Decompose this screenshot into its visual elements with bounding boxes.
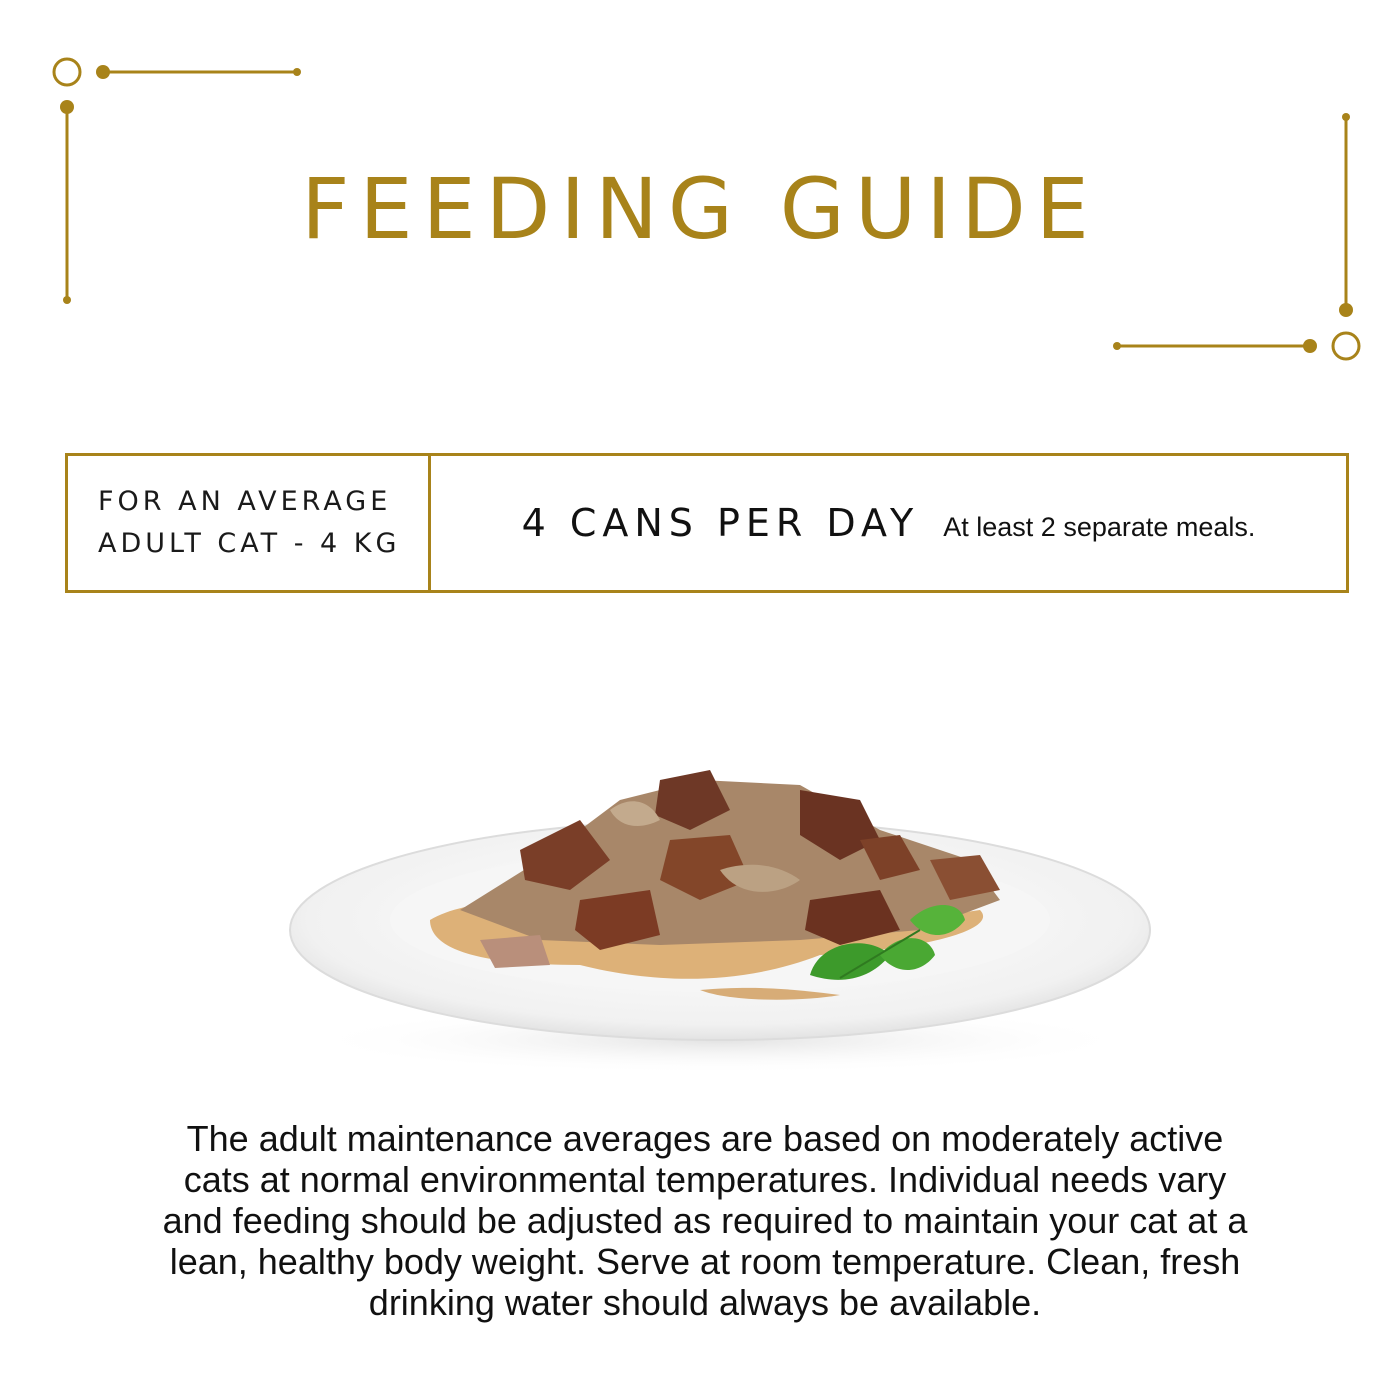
meals-note: At least 2 separate meals. — [943, 511, 1256, 542]
page-title: FEEDING GUIDE — [301, 160, 1099, 258]
feeding-description: The adult maintenance averages are based on moderately active cats at normal environmental temperatures. Individual needs vary and feeding should be adjusted as required to maintain your cat at a lean, healthy body weight. Serve at room temperature. Clean, fresh drinking water should always be available. — [162, 1118, 1248, 1323]
cat-weight-line-2: ADULT CAT - 4 KG — [98, 528, 401, 559]
feeding-guide-box — [65, 453, 1349, 593]
ornament-ring-top-left — [54, 59, 80, 85]
ornament-ring-bottom-right — [1333, 333, 1359, 359]
cat-weight-cell — [68, 456, 431, 590]
cat-weight-line-1: FOR AN AVERAGE — [98, 486, 392, 517]
cans-per-day: 4 CANS PER DAY — [521, 501, 920, 545]
feeding-amount-cell — [431, 456, 1346, 590]
food-plate-image — [280, 740, 1160, 1080]
